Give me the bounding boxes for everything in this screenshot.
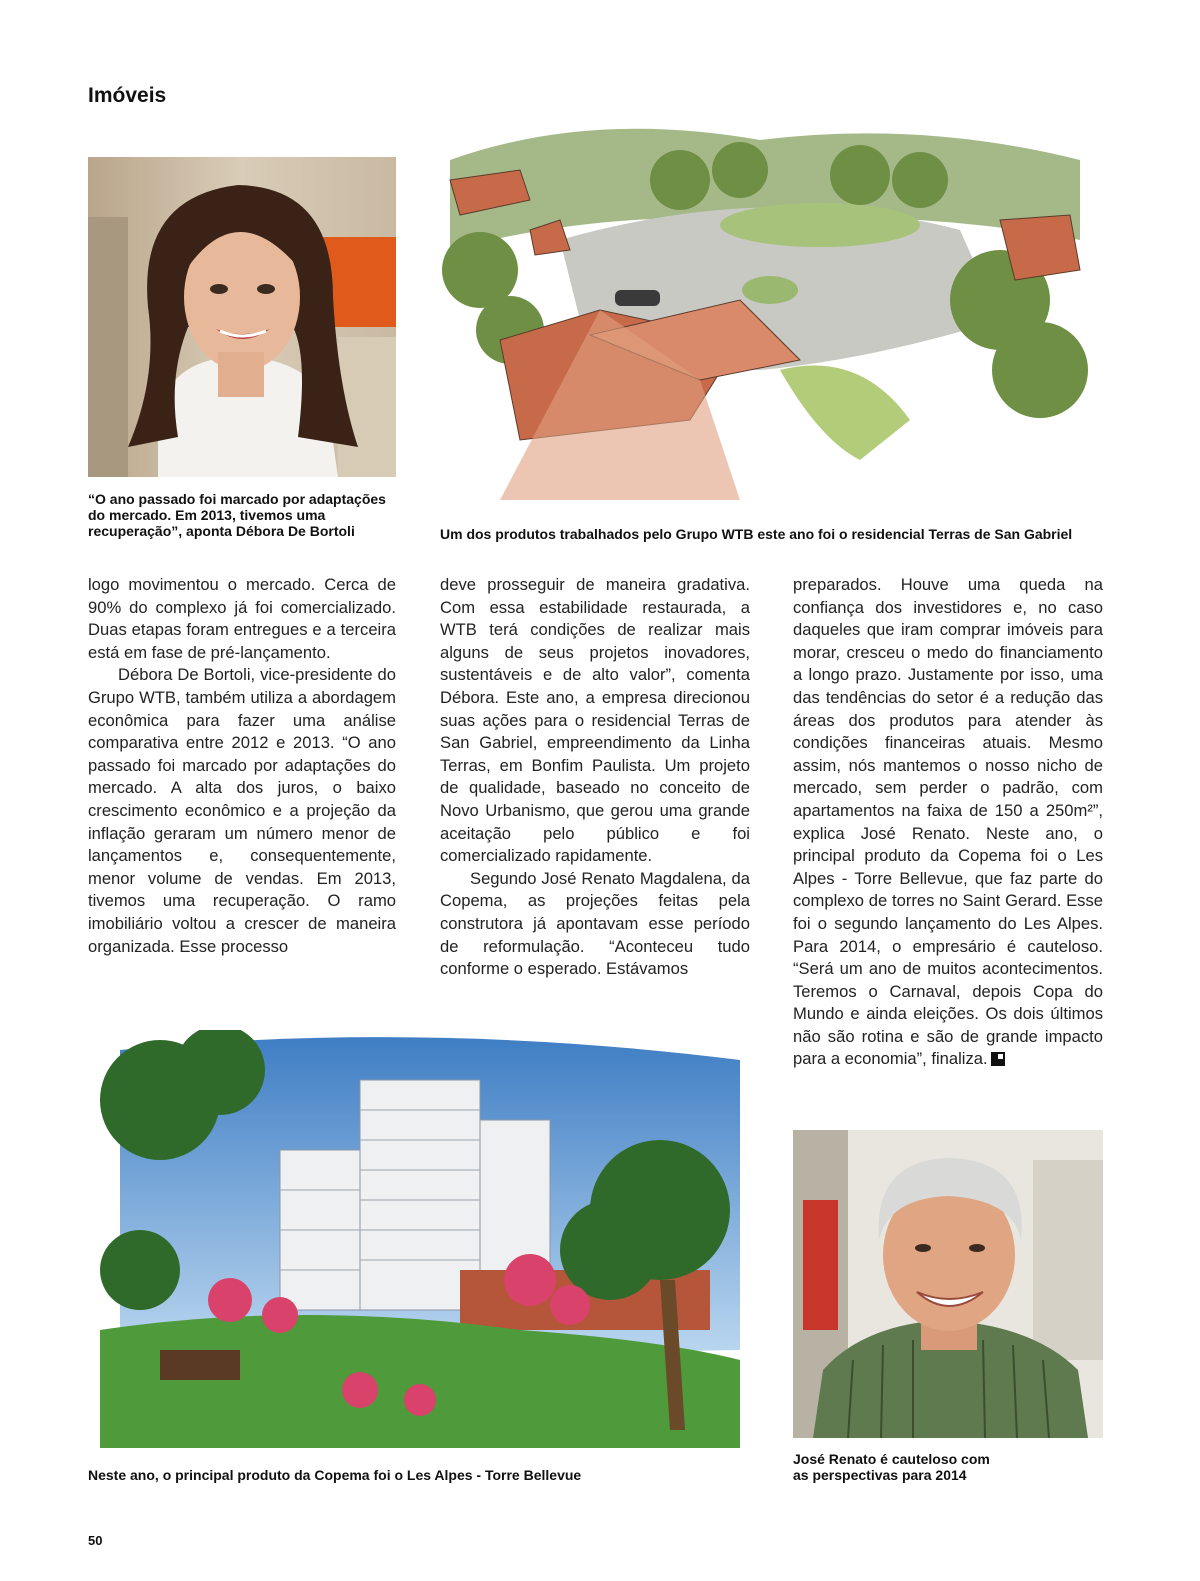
article-column-3 bbox=[793, 574, 1103, 1071]
caption-debora bbox=[88, 491, 408, 539]
page-number: 50 bbox=[88, 1533, 103, 1548]
caption-line: do mercado. Em 2013, tivemos uma bbox=[88, 507, 326, 523]
photo-jose-renato bbox=[793, 1130, 1103, 1438]
caption-jose-renato bbox=[793, 1451, 1093, 1483]
caption-line: as perspectivas para 2014 bbox=[793, 1467, 967, 1483]
caption-terras: Um dos produtos trabalhados pelo Grupo WTB este ano foi o residencial Terras de San Gabriel bbox=[440, 526, 1073, 542]
caption-les-alpes: Neste ano, o principal produto da Copema foi o Les Alpes - Torre Bellevue bbox=[88, 1467, 582, 1483]
paragraph: logo movimentou o mercado. Cerca de 90% do complexo já foi comercializado. Duas etapas foram entregues e a terceira está em fase de pré-lançamento. bbox=[88, 575, 396, 662]
paragraph bbox=[793, 574, 1103, 1071]
illustration-les-alpes-torre-bellevue bbox=[100, 1030, 750, 1448]
caption-line: recuperação”, aponta Débora De Bortoli bbox=[88, 523, 355, 539]
article-column-2 bbox=[440, 574, 750, 981]
portrait-woman-illustration bbox=[88, 157, 396, 477]
paragraph-text: preparados. Houve uma queda na confiança dos investidores e, no caso daqueles que iram comprar imóveis para morar, cresceu o medo do financiamento a longo prazo. Justamente por isso, uma das tendências do setor é a redução das áreas dos produtos para atender às condições financeiras atuais. Mesmo assim, nós mantemos o nosso nicho de mercado, sem perder o padrão, com apartamentos na faixa de 150 a 250m²”, explica José Renato. Neste ano, o principal produto da Copema foi o Les Alpes - Torre Bellevue, que faz parte do complexo de torres no Saint Gerard. Esse foi o segundo lançamento do Les Alpes. Para 2014, o empresário é cauteloso. “Será um ano de muitos acontecimentos. Teremos o Carnaval, depois Copa do Mundo e ainda eleições. Os dois últimos não são rotina e são de grande impacto para a economia”, finaliza. bbox=[793, 575, 1103, 1069]
residential-sketch-illustration bbox=[440, 120, 1090, 500]
paragraph: Segundo José Renato Magdalena, da Copema, as projeções feitas pela construtora já apontavam esse período de reformulação. “Aconteceu tudo conforme o esperado. Estávamos bbox=[440, 868, 750, 979]
caption-line: José Renato é cauteloso com bbox=[793, 1451, 990, 1467]
illustration-terras-de-san-gabriel bbox=[440, 120, 1090, 500]
caption-line: “O ano passado foi marcado por adaptações bbox=[88, 491, 386, 507]
tower-watercolor-illustration bbox=[100, 1030, 750, 1448]
section-title: Imóveis bbox=[88, 84, 167, 107]
end-of-article-icon bbox=[991, 1052, 1005, 1066]
portrait-man-illustration bbox=[793, 1130, 1103, 1438]
photo-debora-de-bortoli bbox=[88, 157, 396, 477]
paragraph: Débora De Bortoli, vice-presidente do Grupo WTB, também utiliza a abordagem econômica para fazer uma análise comparativa entre 2012 e 2013. “O ano passado foi marcado por adaptações do mercado. A alta dos juros, o baixo crescimento econômico e a projeção da inflação geraram um número menor de lançamentos e, consequentemente, menor volume de vendas. Em 2013, tivemos uma recuperação. O ramo imobiliário voltou a crescer de maneira organizada. Esse processo bbox=[88, 665, 396, 956]
article-column-1 bbox=[88, 574, 396, 958]
paragraph: deve prosseguir de maneira gradativa. Com essa estabilidade restaurada, a WTB terá condições de realizar mais alguns de seus projetos inovadores, sustentáveis e de alto valor”, comenta Débora. Este ano, a empresa direcionou suas ações para o residencial Terras de San Gabriel, empreendimento da Linha Terras, em Bonfim Paulista. Um projeto de qualidade, baseado no conceito de Novo Urbanismo, que gerou uma grande aceitação pelo público e foi comercializado rapidamente. bbox=[440, 575, 750, 866]
